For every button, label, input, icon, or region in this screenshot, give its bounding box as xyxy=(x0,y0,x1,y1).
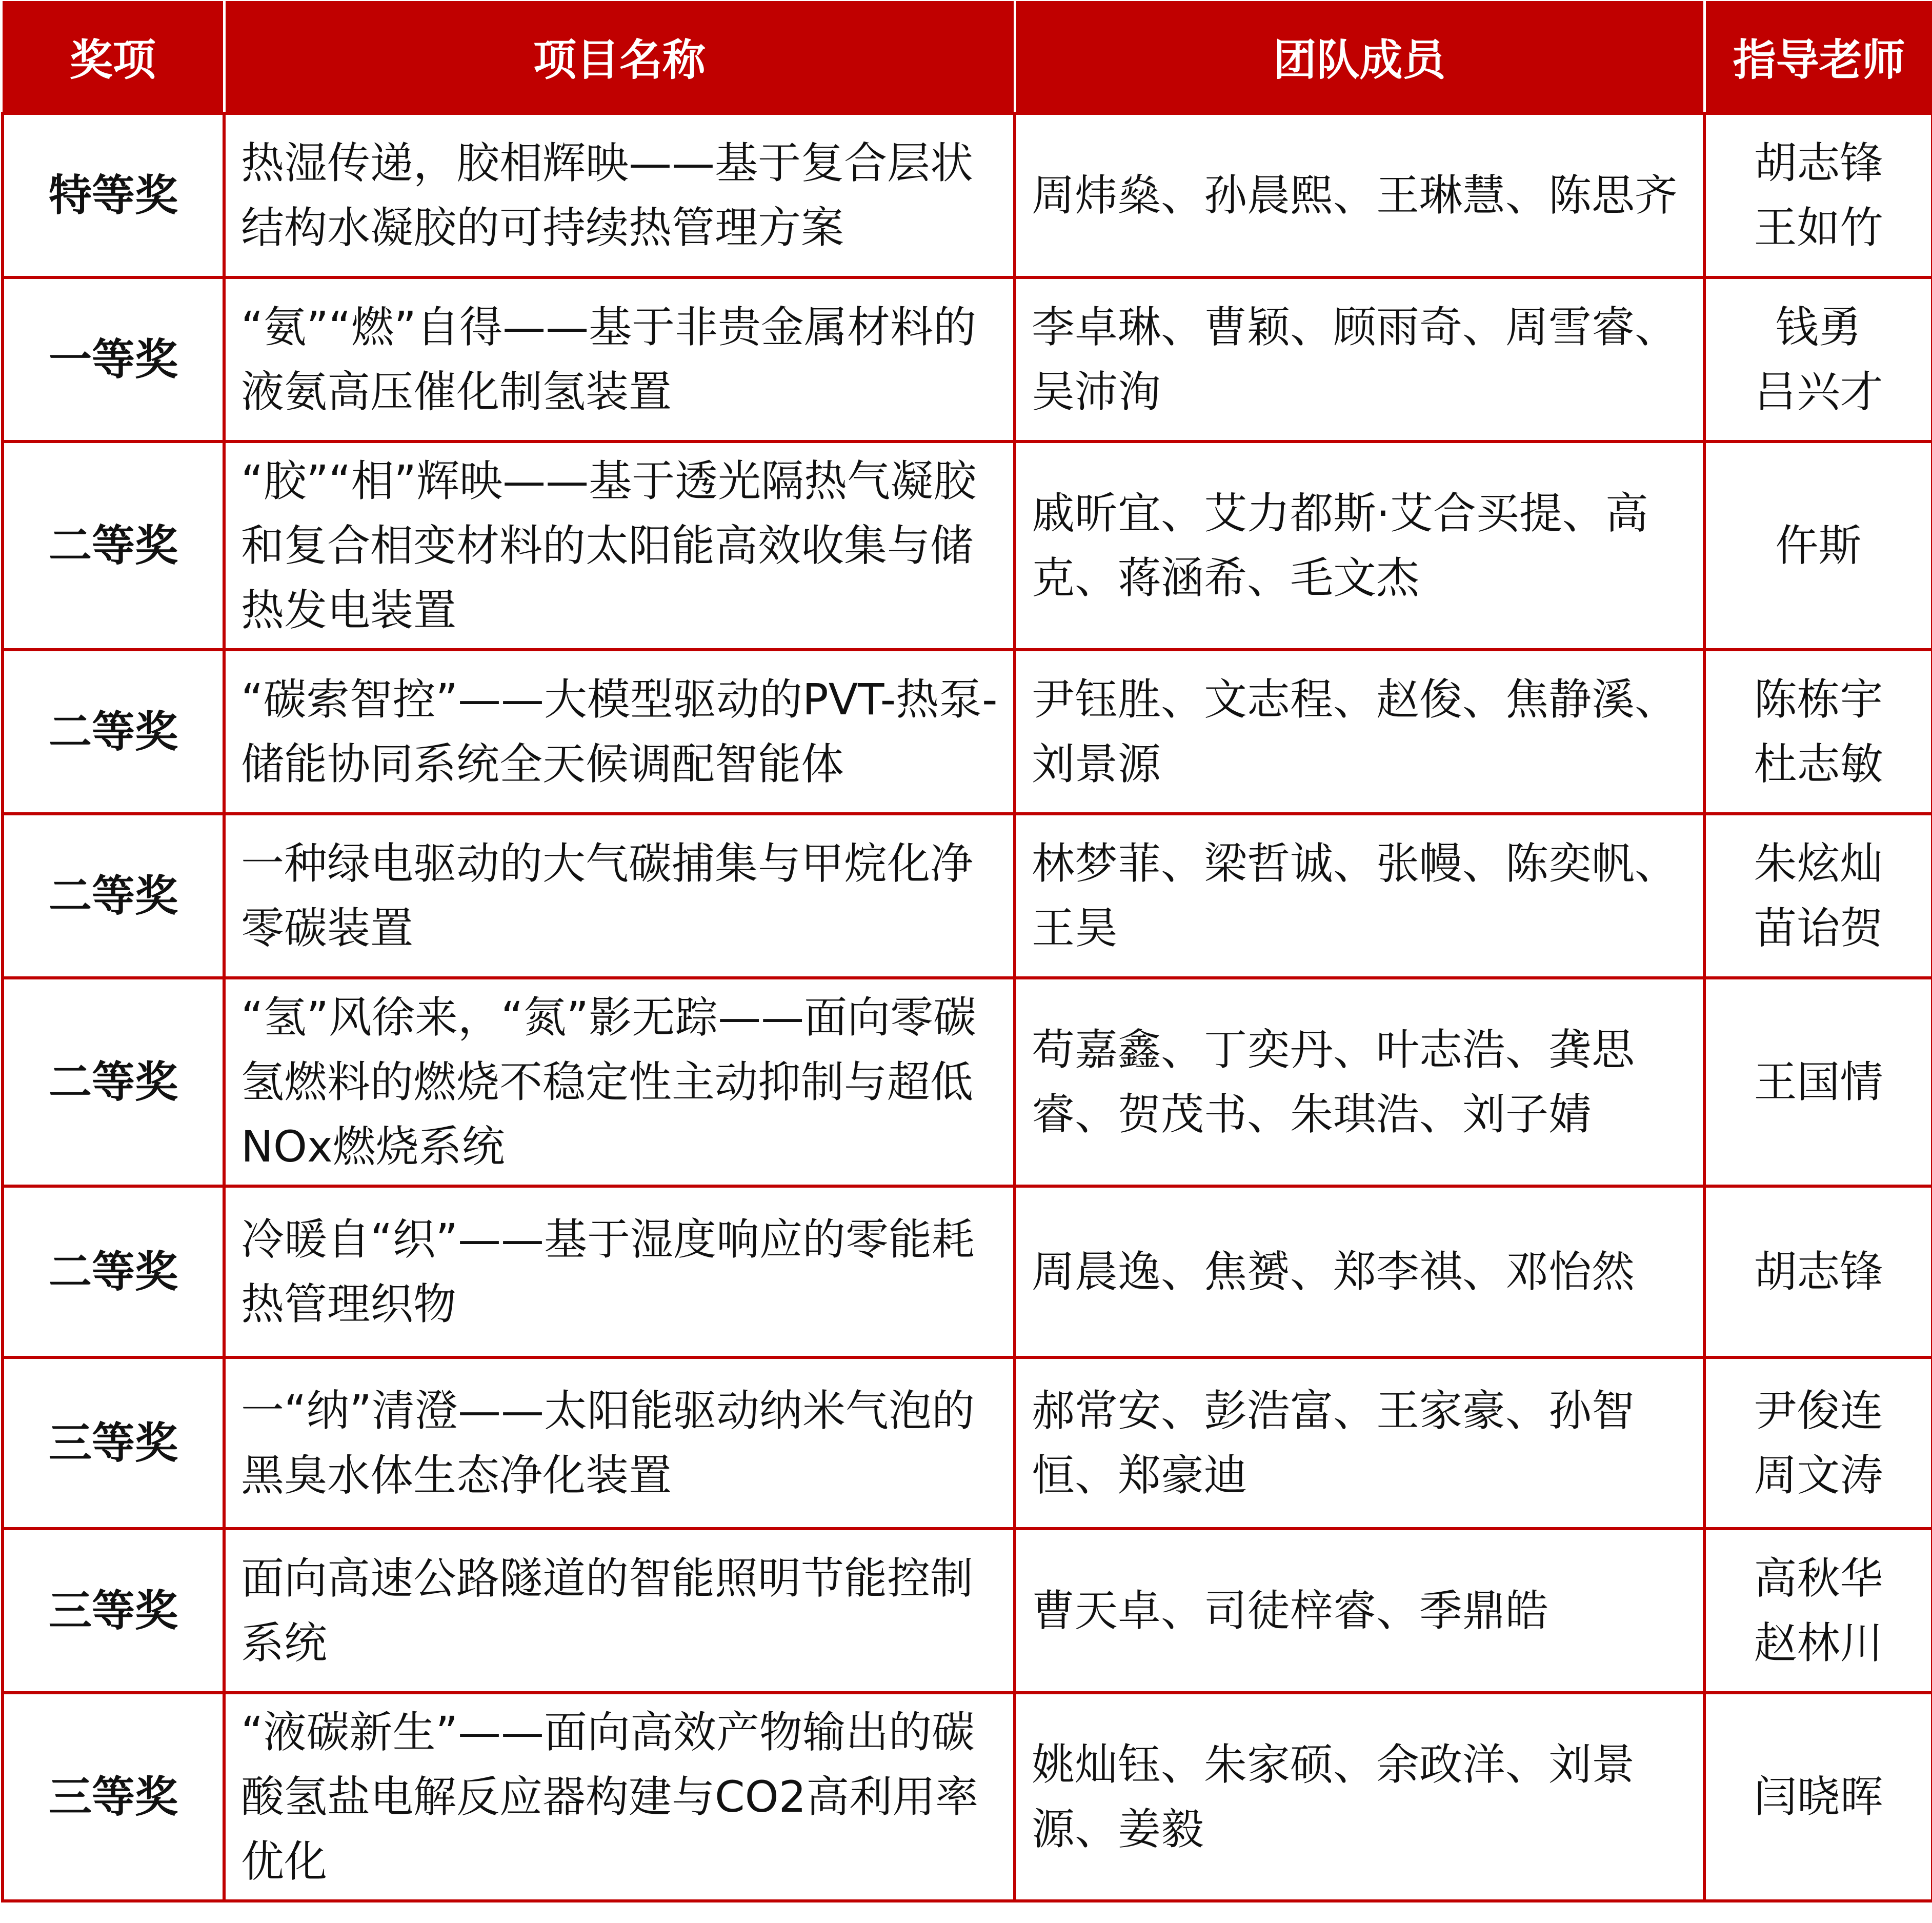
table-row xyxy=(3,1186,1932,1357)
table-row xyxy=(3,1529,1932,1693)
table-row xyxy=(3,1693,1932,1901)
members-cell: 苟嘉鑫、丁奕丹、叶志浩、龚思睿、贺茂书、朱琪浩、刘子婧 xyxy=(1015,978,1704,1186)
table-row xyxy=(3,978,1932,1186)
project-cell: 面向高速公路隧道的智能照明节能控制系统 xyxy=(224,1529,1015,1693)
advisor-name: 高秋华 xyxy=(1754,1553,1883,1604)
awards-table xyxy=(1,1,1932,1902)
advisor-name: 胡志锋 xyxy=(1754,138,1883,188)
header-project: 项目名称 xyxy=(224,1,1015,113)
table-row xyxy=(3,650,1932,814)
members-cell: 尹钰胜、文志程、赵俊、焦静溪、刘景源 xyxy=(1015,650,1704,814)
award-cell: 特等奖 xyxy=(3,113,224,277)
advisor-name: 陈栋宇 xyxy=(1754,674,1883,725)
advisor-cell xyxy=(1704,1186,1932,1357)
advisor-cell xyxy=(1704,1357,1932,1529)
advisor-name: 胡志锋 xyxy=(1754,1247,1883,1297)
award-cell: 二等奖 xyxy=(3,814,224,978)
advisor-name: 王如竹 xyxy=(1754,203,1883,253)
award-cell: 三等奖 xyxy=(3,1693,224,1901)
award-cell: 三等奖 xyxy=(3,1529,224,1693)
advisor-cell xyxy=(1704,442,1932,650)
members-cell: 周炜燊、孙晨熙、王琳慧、陈思齐 xyxy=(1015,113,1704,277)
advisor-name: 杜志敏 xyxy=(1754,739,1883,789)
table-row xyxy=(3,113,1932,277)
header-row xyxy=(3,1,1932,113)
advisor-cell xyxy=(1704,113,1932,277)
table-row xyxy=(3,1357,1932,1529)
project-cell: “氢”风徐来，“氮”影无踪——面向零碳氢燃料的燃烧不稳定性主动抑制与超低NOx燃烧系统 xyxy=(224,978,1015,1186)
award-cell: 二等奖 xyxy=(3,978,224,1186)
project-cell: 冷暖自“织”——基于湿度响应的零能耗热管理织物 xyxy=(224,1186,1015,1357)
advisor-cell xyxy=(1704,814,1932,978)
advisor-name: 赵林川 xyxy=(1754,1618,1883,1668)
members-cell: 李卓琳、曹颖、顾雨奇、周雪睿、吴沛洵 xyxy=(1015,277,1704,442)
advisor-name: 尹俊连 xyxy=(1754,1386,1883,1436)
advisor-name: 周文涛 xyxy=(1754,1450,1883,1500)
award-cell: 二等奖 xyxy=(3,1186,224,1357)
table-body xyxy=(3,113,1932,1901)
members-cell: 曹天卓、司徒梓睿、季鼎皓 xyxy=(1015,1529,1704,1693)
members-cell: 姚灿钰、朱家硕、余政洋、刘景源、姜毅 xyxy=(1015,1693,1704,1901)
table-row xyxy=(3,814,1932,978)
table-row xyxy=(3,442,1932,650)
award-cell: 二等奖 xyxy=(3,442,224,650)
advisor-cell xyxy=(1704,978,1932,1186)
members-cell: 郝常安、彭浩富、王家豪、孙智恒、郑豪迪 xyxy=(1015,1357,1704,1529)
advisor-name: 朱炫灿 xyxy=(1754,838,1883,889)
table-header xyxy=(3,1,1932,113)
project-cell: 一种绿电驱动的大气碳捕集与甲烷化净零碳装置 xyxy=(224,814,1015,978)
award-cell: 一等奖 xyxy=(3,277,224,442)
advisor-cell xyxy=(1704,1693,1932,1901)
advisor-name: 苗诒贺 xyxy=(1754,903,1883,953)
award-cell: 三等奖 xyxy=(3,1357,224,1529)
advisor-name: 吕兴才 xyxy=(1754,367,1883,417)
advisor-cell xyxy=(1704,1529,1932,1693)
advisor-name: 仵斯 xyxy=(1775,520,1862,571)
advisor-name: 钱勇 xyxy=(1775,302,1862,352)
project-cell: “碳索智控”——大模型驱动的PVT-热泵-储能协同系统全天候调配智能体 xyxy=(224,650,1015,814)
members-cell: 周晨逸、焦赟、郑李祺、邓怡然 xyxy=(1015,1186,1704,1357)
advisor-name: 闫晓晖 xyxy=(1754,1772,1883,1822)
header-award: 奖项 xyxy=(3,1,224,113)
project-cell: “氨”“燃”自得——基于非贵金属材料的液氨高压催化制氢装置 xyxy=(224,277,1015,442)
members-cell: 林梦菲、梁哲诚、张幔、陈奕帆、王昊 xyxy=(1015,814,1704,978)
header-members: 团队成员 xyxy=(1015,1,1704,113)
table-row xyxy=(3,277,1932,442)
header-advisor: 指导老师 xyxy=(1704,1,1932,113)
advisor-cell xyxy=(1704,277,1932,442)
project-cell: 热湿传递，胶相辉映——基于复合层状结构水凝胶的可持续热管理方案 xyxy=(224,113,1015,277)
award-cell: 二等奖 xyxy=(3,650,224,814)
advisor-cell xyxy=(1704,650,1932,814)
project-cell: 一“纳”清澄——太阳能驱动纳米气泡的黑臭水体生态净化装置 xyxy=(224,1357,1015,1529)
project-cell: “液碳新生”——面向高效产物输出的碳酸氢盐电解反应器构建与CO2高利用率优化 xyxy=(224,1693,1015,1901)
project-cell: “胶”“相”辉映——基于透光隔热气凝胶和复合相变材料的太阳能高效收集与储热发电装置 xyxy=(224,442,1015,650)
members-cell: 戚昕宜、艾力都斯·艾合买提、高克、蒋涵希、毛文杰 xyxy=(1015,442,1704,650)
advisor-name: 王国情 xyxy=(1754,1057,1883,1107)
